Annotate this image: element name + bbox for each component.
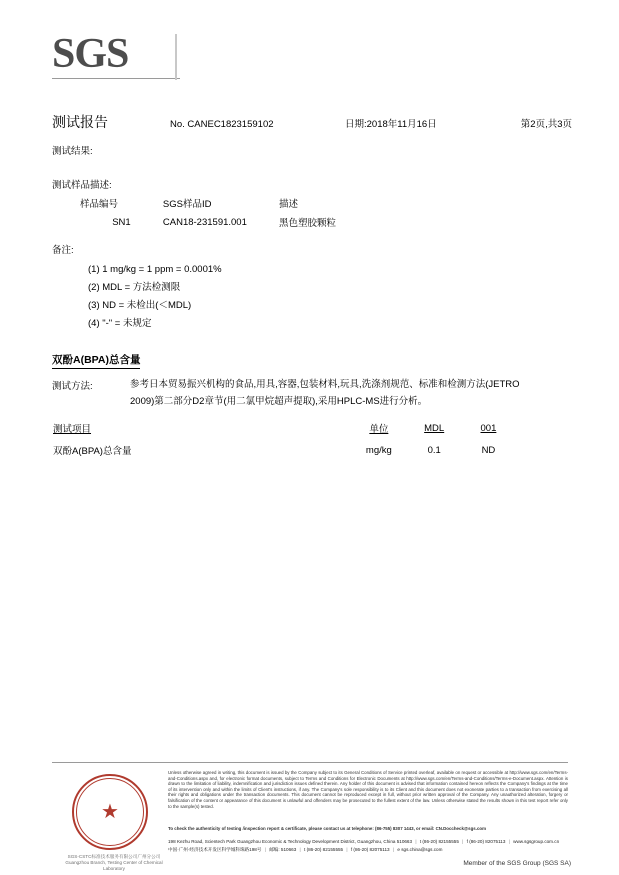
logo-vertical-bar xyxy=(175,34,177,80)
footer-disclaimer-text: Unless otherwise agreed in writing, this document is issued by the Company subject to its General Conditions of Service printed overleaf, available on request or accessible at http://www.sgs.com/en/Terms-and-Conditions.aspx and, for electronic format documents, subject to Terms and Conditions for Electronic Documents at http://www.sgs.com/en/Terms-and-Conditions/Terms-e-Document.aspx. xyxy=(168,770,568,781)
footer-address-en: 198 Kezhu Road, Scientech Park Guangzhou Economic & Technology Development District, Guangzhou, China 510663 xyxy=(168,839,413,844)
column-header-description: 描述 xyxy=(278,199,298,210)
cell-test-item: 双酚A(BPA)总含量 xyxy=(53,446,132,457)
footer-sep: | xyxy=(346,846,348,852)
cell-mdl: 0.1 xyxy=(427,444,441,456)
footer-verify-note: To check the authenticity of testing /inspection report & certificate, please contact us at telephone: (86-755) 8307 1443, or email: CN.Doccheck@sgs.com xyxy=(168,826,486,831)
sample-table xyxy=(80,196,500,229)
footer-sep: | xyxy=(415,839,417,844)
report-number: No. CANEC1823159102 xyxy=(170,119,274,130)
footer-member-note: Member of the SGS Group (SGS SA) xyxy=(463,860,571,867)
sgs-logo-text: SGS xyxy=(52,31,129,77)
page-number: 第2页,共3页 xyxy=(520,119,572,130)
remarks-list xyxy=(88,261,222,333)
footer-address-cn-row xyxy=(168,846,568,854)
logo-divider xyxy=(52,78,180,79)
footer-attention-text: Attention is drawn to the limitation of liability, indemnification and jurisdiction issues defined therein. Any holder of this document is advised that information contained hereon reflects the Company's findings at the time of its intervention only and within the limits of Client's instructions, if any. The Company's sole responsibility is to its Client and this document does not exonerate parties to a transaction from exercising all their rights and obligations under the transaction documents. This document cannot be reproduced except in full, without prior written approval of the Company. Any unauthorized alteration, forgery or falsification of the content or appearance of this document is unlawful and offenders may be prosecuted to the fullest extent of the law. Unless otherwise stated the results shown in this test report refer only to the sample(s) tested. xyxy=(168,775,568,809)
footer-disclaimer xyxy=(168,770,568,809)
section-heading-bpa: 双酚A(BPA)总含量 xyxy=(52,352,140,369)
column-header-sample-no: 样品编号 xyxy=(80,199,119,210)
footer-email-cn: e sgs.china@sgs.com xyxy=(397,846,443,852)
cell-sample-no: SN1 xyxy=(112,216,131,228)
column-header-sample-001: 001 xyxy=(480,422,497,434)
cell-unit: mg/kg xyxy=(365,444,392,456)
test-method-text: 参考日本贸易振兴机构的食品,用具,容器,包装材料,玩具,洗涤剂规范、标准和检测方法(JETRO 2009)第二部分D2章节(用二氯甲烷超声提取),采用HPLC-MS进行分析。 xyxy=(130,379,520,407)
footer-sep: | xyxy=(264,846,266,852)
remarks-label: 备注: xyxy=(52,245,74,256)
list-item: (3) ND = 未检出(＜MDL) xyxy=(88,300,192,311)
footer-sep: | xyxy=(299,846,301,852)
footer-sep: | xyxy=(392,846,395,852)
footer-sep: | xyxy=(462,839,464,844)
footer-sep: | xyxy=(508,839,510,844)
table-row xyxy=(52,437,518,458)
footer-fax-en: f (86-20) 82075113 xyxy=(466,839,506,844)
page-title: 测试报告 xyxy=(52,114,108,130)
footer-divider xyxy=(52,762,568,763)
table-row xyxy=(80,213,500,229)
footer-fax-cn: f (86-20) 82075113 xyxy=(350,846,390,852)
footer-address-en-row xyxy=(168,838,568,846)
result-table xyxy=(52,420,518,458)
column-header-sgs-id: SGS样品ID xyxy=(162,199,212,210)
sgs-logo xyxy=(52,32,182,79)
table-header-row xyxy=(80,196,500,213)
cell-description: 黑色塑胶颗粒 xyxy=(278,218,336,229)
list-item: (4) "-" = 未规定 xyxy=(88,318,152,329)
table-header-row xyxy=(52,420,518,437)
footer-web-en: www.sgsgroup.com.cn xyxy=(513,839,560,844)
footer-address-cn: 中国·广州·经济技术开发区科学城科珠路198号 xyxy=(168,846,262,852)
report-header-row xyxy=(52,112,572,132)
list-item: (2) MDL = 方法检测限 xyxy=(88,282,181,293)
stamp-caption-line1: SGS-CSTC标准技术服务有限公司广州分公司 xyxy=(67,854,161,859)
column-header-test-item: 测试项目 xyxy=(53,424,92,435)
report-date: 日期:2018年11月16日 xyxy=(345,119,437,130)
stamp-caption xyxy=(58,854,170,872)
test-method-label: 测试方法: xyxy=(52,381,93,392)
footer-phone-cn: t (86-20) 82155555 xyxy=(304,846,344,852)
footer-zip-cn: 邮编: 510663 xyxy=(269,846,297,852)
column-header-unit: 单位 xyxy=(369,424,389,435)
star-icon: ★ xyxy=(101,801,119,823)
column-header-mdl: MDL xyxy=(424,422,445,434)
results-label: 测试结果: xyxy=(52,146,93,157)
stamp-caption-line2: Guangzhou Branch, Testing Center of Chemical Laboratory xyxy=(65,860,163,871)
sample-description-label: 测试样品描述: xyxy=(52,180,112,191)
list-item: (1) 1 mg/kg = 1 ppm = 0.0001% xyxy=(88,264,222,275)
cell-sgs-id: CAN18-231591.001 xyxy=(162,216,247,228)
cell-result-value: ND xyxy=(481,444,496,456)
footer-phone-en: t (86-20) 82155555 xyxy=(419,839,459,844)
footer-address-block xyxy=(168,838,568,853)
company-stamp xyxy=(58,772,168,871)
